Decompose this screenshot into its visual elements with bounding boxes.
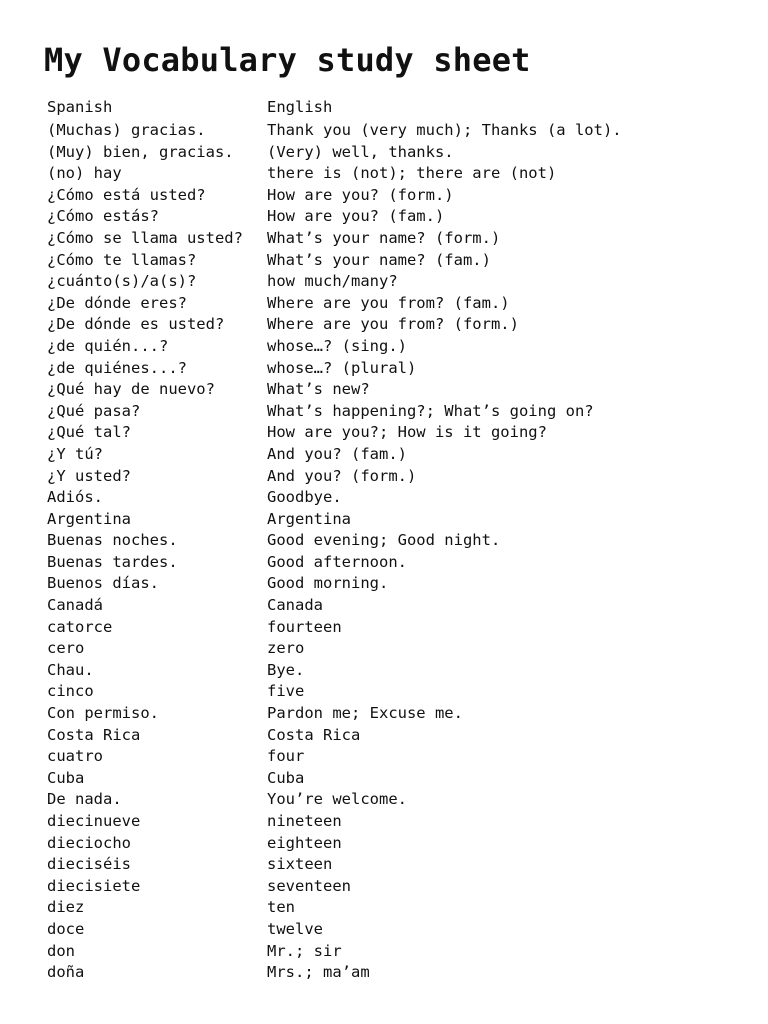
table-row: [47, 897, 622, 919]
table-row: [47, 293, 622, 315]
table-row: [47, 595, 622, 617]
spanish-term: diecisiete: [47, 876, 141, 895]
page-title: My Vocabulary study sheet: [44, 41, 531, 79]
english-translation: You’re welcome.: [267, 790, 407, 809]
spanish-term: ¿Qué hay de nuevo?: [47, 380, 215, 399]
spanish-term: ¿Cómo está usted?: [47, 185, 206, 204]
english-translation: seventeen: [267, 876, 351, 895]
table-row: [47, 746, 622, 768]
spanish-term: Adiós.: [47, 488, 103, 507]
spanish-term: Cuba: [47, 768, 85, 787]
spanish-term: doce: [47, 919, 85, 938]
english-translation: four: [267, 747, 305, 766]
spanish-term: De nada.: [47, 790, 122, 809]
spanish-term: Con permiso.: [47, 704, 159, 723]
spanish-term: ¿Cómo estás?: [47, 207, 159, 226]
spanish-term: Buenas noches.: [47, 531, 178, 550]
spanish-term: cinco: [47, 682, 94, 701]
spanish-term: doña: [47, 963, 85, 982]
table-row: [47, 466, 622, 488]
english-translation: Costa Rica: [267, 725, 361, 744]
table-row: [47, 314, 622, 336]
spanish-column-header: Spanish: [47, 98, 113, 116]
english-translation: How are you? (fam.): [267, 207, 445, 226]
spanish-term: ¿Qué pasa?: [47, 401, 141, 420]
table-row: [47, 638, 622, 660]
spanish-term: ¿Y usted?: [47, 466, 131, 485]
table-row: [47, 228, 622, 250]
spanish-term: diecinueve: [47, 812, 141, 830]
english-translation: Goodbye.: [267, 488, 342, 507]
table-row: [47, 941, 622, 963]
table-row: [47, 401, 622, 423]
spanish-term: ¿Y tú?: [47, 444, 103, 463]
english-translation: Cuba: [267, 768, 305, 787]
spanish-term: Buenos días.: [47, 574, 159, 593]
spanish-term: cuatro: [47, 747, 103, 766]
english-translation: there is (not); there are (not): [267, 164, 557, 183]
spanish-term: Argentina: [47, 509, 131, 528]
table-row: [47, 120, 622, 142]
spanish-term: ¿de quiénes...?: [47, 358, 187, 377]
spanish-term: cero: [47, 639, 85, 658]
english-translation: Where are you from? (form.): [267, 315, 519, 334]
spanish-term: ¿Qué tal?: [47, 423, 131, 442]
table-row: [47, 617, 622, 639]
spanish-term: Buenas tardes.: [47, 552, 178, 571]
english-translation: What’s your name? (form.): [267, 228, 501, 247]
spanish-term: Canadá: [47, 596, 103, 615]
english-column-header: English: [267, 98, 333, 116]
english-translation: Canada: [267, 596, 323, 615]
table-row: [47, 789, 622, 811]
table-row: [47, 660, 622, 682]
table-row: [47, 444, 622, 466]
english-translation: And you? (form.): [267, 466, 417, 485]
spanish-term: ¿de quién...?: [47, 336, 169, 355]
english-translation: What’s happening?; What’s going on?: [267, 401, 594, 420]
english-translation: whose…? (plural): [267, 358, 417, 377]
spanish-term: dieciocho: [47, 833, 131, 852]
english-translation: What’s your name? (fam.): [267, 250, 491, 269]
table-row: [47, 206, 622, 228]
table-row: [47, 142, 622, 164]
english-translation: ten: [267, 898, 295, 917]
spanish-term: ¿Cómo se llama usted?: [47, 228, 243, 247]
english-translation: twelve: [267, 919, 323, 938]
table-row: [47, 530, 622, 552]
spanish-term: diez: [47, 898, 85, 917]
table-row: [47, 768, 622, 790]
spanish-term: (no) hay: [47, 164, 122, 183]
table-row: [47, 250, 622, 272]
table-row: [47, 487, 622, 509]
table-row: [47, 509, 622, 531]
english-translation: Argentina: [267, 509, 351, 528]
english-translation: Pardon me; Excuse me.: [267, 704, 463, 723]
english-translation: How are you?; How is it going?: [267, 423, 547, 442]
english-translation: Bye.: [267, 660, 305, 679]
english-translation: sixteen: [267, 855, 333, 874]
spanish-term: (Muy) bien, gracias.: [47, 142, 234, 161]
english-translation: Good evening; Good night.: [267, 531, 501, 550]
table-row: [47, 185, 622, 207]
table-row: [47, 573, 622, 595]
table-row: [47, 876, 622, 898]
table-row: [47, 833, 622, 855]
english-translation: fourteen: [267, 617, 342, 636]
spanish-term: Costa Rica: [47, 725, 141, 744]
vocabulary-table: [47, 96, 622, 984]
english-translation: Mr.; sir: [267, 941, 342, 960]
table-row: [47, 336, 622, 358]
english-translation: Thank you (very much); Thanks (a lot).: [267, 121, 622, 139]
spanish-term: dieciséis: [47, 855, 131, 874]
spanish-term: ¿De dónde es usted?: [47, 315, 225, 334]
table-body: [47, 120, 622, 984]
english-translation: Mrs.; ma’am: [267, 963, 370, 982]
english-translation: five: [267, 682, 305, 701]
english-translation: how much/many?: [267, 272, 398, 291]
spanish-term: (Muchas) gracias.: [47, 121, 206, 139]
table-row: [47, 163, 622, 185]
english-translation: What’s new?: [267, 380, 370, 399]
english-translation: eighteen: [267, 833, 342, 852]
spanish-term: don: [47, 941, 75, 960]
table-row: [47, 962, 622, 984]
table-row: [47, 422, 622, 444]
english-translation: And you? (fam.): [267, 444, 407, 463]
english-translation: Where are you from? (fam.): [267, 293, 510, 312]
table-header: [47, 96, 622, 120]
table-row: [47, 919, 622, 941]
english-translation: Good afternoon.: [267, 552, 407, 571]
english-translation: whose…? (sing.): [267, 336, 407, 355]
english-translation: zero: [267, 639, 305, 658]
table-row: [47, 854, 622, 876]
table-row: [47, 271, 622, 293]
table-row: [47, 358, 622, 380]
table-row: [47, 725, 622, 747]
table-row: [47, 811, 622, 833]
english-translation: (Very) well, thanks.: [267, 142, 454, 161]
spanish-term: ¿De dónde eres?: [47, 293, 187, 312]
table-row: [47, 681, 622, 703]
english-translation: How are you? (form.): [267, 185, 454, 204]
table-row: [47, 703, 622, 725]
table-row: [47, 552, 622, 574]
english-translation: Good morning.: [267, 574, 389, 593]
english-translation: nineteen: [267, 812, 342, 830]
spanish-term: catorce: [47, 617, 113, 636]
spanish-term: ¿cuánto(s)/a(s)?: [47, 272, 197, 291]
spanish-term: Chau.: [47, 660, 94, 679]
spanish-term: ¿Cómo te llamas?: [47, 250, 197, 269]
table-row: [47, 379, 622, 401]
